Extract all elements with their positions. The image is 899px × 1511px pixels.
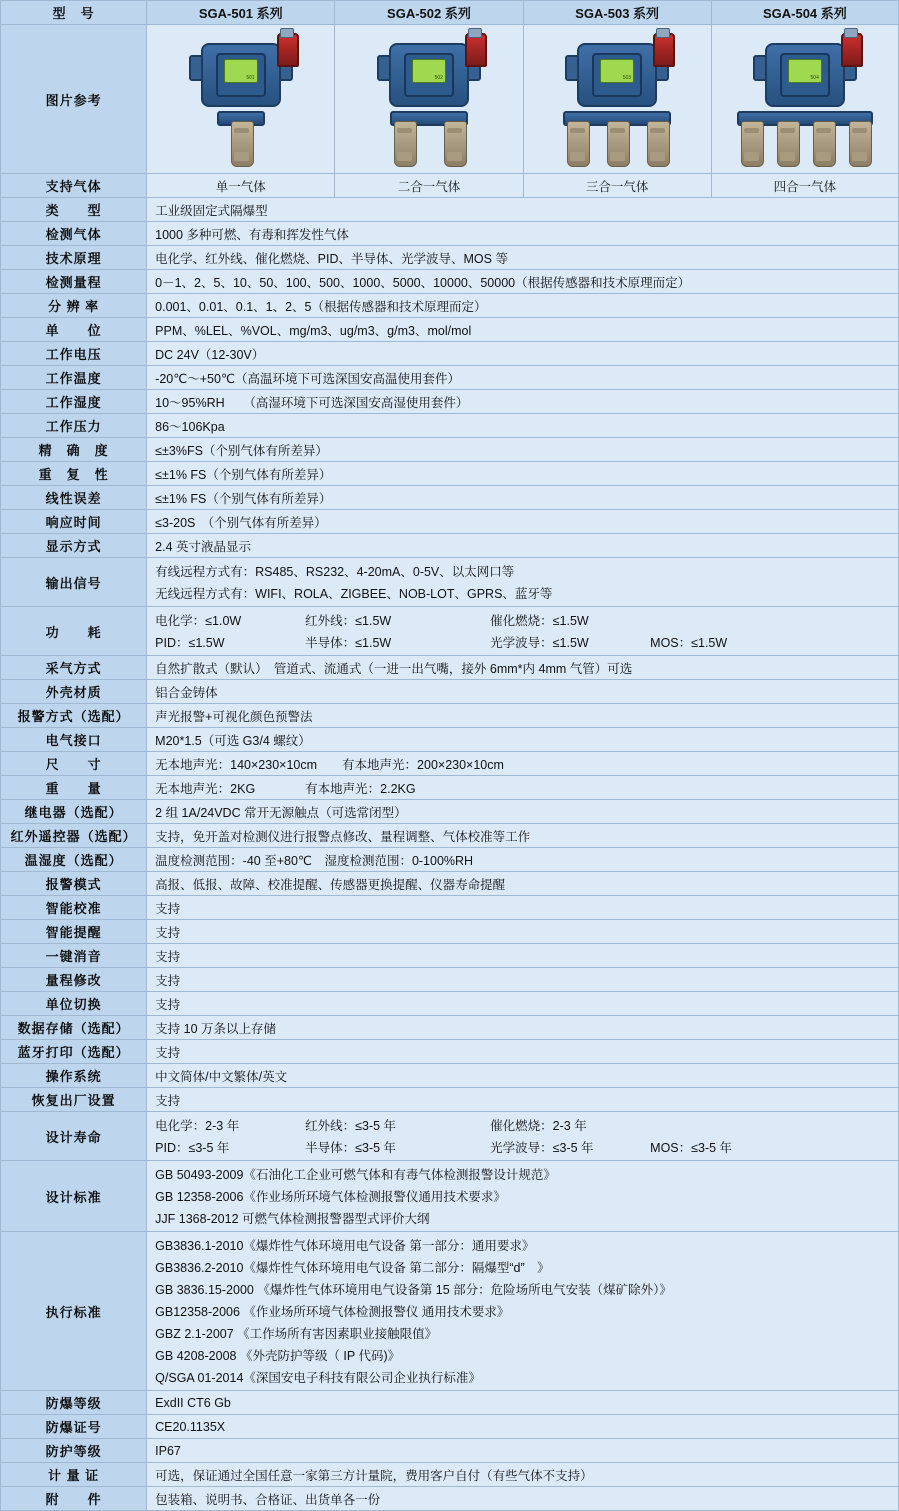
detector-display: 503	[600, 59, 634, 83]
row-value: ≤±3%FS（个别气体有所差异）	[147, 438, 899, 462]
model-header-4: SGA-504 系列	[711, 1, 898, 25]
table-row-spec	[1, 294, 899, 318]
row-label-gas-support: 支持气体	[1, 174, 147, 198]
row-label-design-life: 设计寿命	[1, 1112, 147, 1161]
life-item: PID：≤3-5 年	[155, 1141, 230, 1155]
row-label: 外壳材质	[1, 680, 147, 704]
row-label: 响应时间	[1, 510, 147, 534]
table-row-spec	[1, 462, 899, 486]
row-label: 继电器（选配）	[1, 800, 147, 824]
table-row-spec	[1, 1088, 899, 1112]
row-label: 技术原理	[1, 246, 147, 270]
row-value: 支持	[147, 1040, 899, 1064]
alarm-beacon-icon	[277, 33, 299, 67]
exec-standard-line: GBZ 2.1-2007 《工作场所有害因素职业接触限值》	[155, 1327, 438, 1341]
row-value: -20℃～+50℃（高温环境下可选深国安高温使用套件）	[147, 366, 899, 390]
row-label-power: 功 耗	[1, 607, 147, 656]
row-label: 单 位	[1, 318, 147, 342]
row-value: 工业级固定式隔爆型	[147, 198, 899, 222]
row-label: 工作电压	[1, 342, 147, 366]
row-label: 电气接口	[1, 728, 147, 752]
table-row-spec	[1, 246, 899, 270]
row-label: 温湿度（选配）	[1, 848, 147, 872]
device-image-2	[335, 25, 523, 174]
row-label: 报警模式	[1, 872, 147, 896]
row-value: 无本地声光：2KG 有本地声光：2.2KG	[147, 776, 899, 800]
design-standard-line: GB 12358-2006《作业场所环境气体检测报警仪通用技术要求》	[155, 1190, 506, 1204]
row-label: 精 确 度	[1, 438, 147, 462]
row-label: 一键消音	[1, 944, 147, 968]
gas-sensor-probe	[813, 121, 836, 167]
exec-standard-line: GB3836.1-2010《爆炸性气体环境用电气设备 第一部分：通用要求》	[155, 1239, 535, 1253]
design-standard-line: JJF 1368-2012 可燃气体检测报警器型式评价大纲	[155, 1212, 430, 1226]
row-value-design-life	[147, 1112, 899, 1161]
row-value: 包装箱、说明书、合格证、出货单各一份	[147, 1487, 899, 1511]
exec-standard-line: GB 3836.15-2000 《爆炸性气体环境用电气设备第 15 部分：危险场所电气安装（煤矿除外）》	[155, 1283, 672, 1297]
row-value: 温度检测范围：-40 至+80℃ 湿度检测范围：0-100%RH	[147, 848, 899, 872]
row-value-output-signal	[147, 558, 899, 607]
row-label: 蓝牙打印（选配）	[1, 1040, 147, 1064]
table-row-images	[1, 25, 899, 174]
row-label: 计 量 证	[1, 1463, 147, 1487]
table-row-spec	[1, 270, 899, 294]
gas-sensor-probe	[741, 121, 764, 167]
exec-standard-line: GB12358-2006 《作业场所环境气体检测报警仪 通用技术要求》	[155, 1305, 510, 1319]
table-row-spec	[1, 414, 899, 438]
table-row-spec	[1, 1391, 899, 1415]
row-value: 支持	[147, 968, 899, 992]
row-value: ≤±1% FS（个别气体有所差异）	[147, 462, 899, 486]
row-value-power	[147, 607, 899, 656]
row-value: 2 组 1A/24VDC 常开无源触点（可选常闭型）	[147, 800, 899, 824]
row-label-exec-standard: 执行标准	[1, 1232, 147, 1391]
design-standard-line: GB 50493-2009《石油化工企业可燃气体和有毒气体检测报警设计规范》	[155, 1168, 556, 1182]
row-label: 显示方式	[1, 534, 147, 558]
row-value: 可选，保证通过全国任意一家第三方计量院，费用客户自付（有些气体不支持）	[147, 1463, 899, 1487]
gas-sensor-probe	[777, 121, 800, 167]
row-label: 单位切换	[1, 992, 147, 1016]
row-label: 工作湿度	[1, 390, 147, 414]
table-row-spec	[1, 992, 899, 1016]
detector-display: 504	[788, 59, 822, 83]
row-value: 无本地声光：140×230×10cm 有本地声光：200×230×10cm	[147, 752, 899, 776]
row-label: 尺 寸	[1, 752, 147, 776]
output-signal-wireless: 无线远程方式有：WIFI、ROLA、ZIGBEE、NOB-LOT、GPRS、蓝牙等	[155, 587, 553, 601]
table-row-spec	[1, 944, 899, 968]
exec-standard-line: GB 4208-2008 《外壳防护等级（ IP 代码)》	[155, 1349, 401, 1363]
row-label-design-standard: 设计标准	[1, 1161, 147, 1232]
gas-sensor-probe	[647, 121, 670, 167]
gas-sensor-probe	[231, 121, 254, 167]
row-label-image: 图片参考	[1, 25, 147, 174]
table-row-spec	[1, 1016, 899, 1040]
output-signal-wired: 有线远程方式有：RS485、RS232、4-20mA、0-5V、以太网口等	[155, 565, 515, 579]
row-label: 恢复出厂设置	[1, 1088, 147, 1112]
row-value: 中文简体/中文繁体/英文	[147, 1064, 899, 1088]
table-row-spec	[1, 222, 899, 246]
table-row-exec-standard	[1, 1232, 899, 1391]
gas-sensor-probe	[394, 121, 417, 167]
table-row-spec	[1, 728, 899, 752]
life-item: 电化学：2-3 年	[155, 1119, 240, 1133]
gas-support-3: 三合一气体	[523, 174, 711, 198]
row-label: 重 复 性	[1, 462, 147, 486]
row-label: 报警方式（选配）	[1, 704, 147, 728]
model-header-2: SGA-502 系列	[335, 1, 523, 25]
row-value: 86～106Kpa	[147, 414, 899, 438]
life-item: 催化燃烧：2-3 年	[490, 1119, 587, 1133]
row-value: ExdII CT6 Gb	[147, 1391, 899, 1415]
row-label-model: 型 号	[1, 1, 147, 25]
gas-support-1: 单一气体	[147, 174, 335, 198]
table-row-spec	[1, 390, 899, 414]
table-row-spec	[1, 1439, 899, 1463]
row-label: 附 件	[1, 1487, 147, 1511]
row-label: 重 量	[1, 776, 147, 800]
power-item: 光学波导：≤1.5W	[490, 636, 589, 650]
device-image-4	[711, 25, 898, 174]
exec-standard-line: Q/SGA 01-2014《深国安电子科技有限公司企业执行标准》	[155, 1371, 481, 1385]
table-row-output-signal	[1, 558, 899, 607]
row-label: 防护等级	[1, 1439, 147, 1463]
table-row-spec	[1, 968, 899, 992]
detector-display: 501	[224, 59, 258, 83]
row-value: 1000 多种可燃、有毒和挥发性气体	[147, 222, 899, 246]
row-label: 数据存储（选配）	[1, 1016, 147, 1040]
table-row-spec	[1, 1064, 899, 1088]
gas-sensor-probe	[567, 121, 590, 167]
row-label: 检测气体	[1, 222, 147, 246]
row-label: 检测量程	[1, 270, 147, 294]
row-value: 10～95%RH （高湿环境下可选深国安高湿使用套件）	[147, 390, 899, 414]
table-row-spec	[1, 198, 899, 222]
table-row-spec	[1, 366, 899, 390]
row-value-design-standard	[147, 1161, 899, 1232]
power-item: PID：≤1.5W	[155, 636, 225, 650]
device-image-1	[147, 25, 335, 174]
row-value: DC 24V（12-30V）	[147, 342, 899, 366]
row-value: 0－1、2、5、10、50、100、500、1000、5000、10000、50000（根据传感器和技术原理而定）	[147, 270, 899, 294]
table-row-spec	[1, 656, 899, 680]
table-row-spec	[1, 800, 899, 824]
row-label: 防爆等级	[1, 1391, 147, 1415]
exec-standard-line: GB3836.2-2010《爆炸性气体环境用电气设备 第二部分：隔爆型“d” 》	[155, 1261, 550, 1275]
row-value-exec-standard	[147, 1232, 899, 1391]
row-label: 操作系统	[1, 1064, 147, 1088]
row-value: 支持	[147, 896, 899, 920]
gas-sensor-probe	[444, 121, 467, 167]
table-row-spec	[1, 776, 899, 800]
table-row-spec	[1, 920, 899, 944]
model-header-3: SGA-503 系列	[523, 1, 711, 25]
row-value: 支持	[147, 920, 899, 944]
row-value: 0.001、0.01、0.1、1、2、5（根据传感器和技术原理而定）	[147, 294, 899, 318]
alarm-beacon-icon	[465, 33, 487, 67]
row-label: 量程修改	[1, 968, 147, 992]
row-value: 支持 10 万条以上存储	[147, 1016, 899, 1040]
table-row-spec	[1, 318, 899, 342]
power-item: 红外线：≤1.5W	[305, 614, 392, 628]
table-row-spec	[1, 486, 899, 510]
life-line-1	[155, 1114, 894, 1136]
alarm-beacon-icon	[653, 33, 675, 67]
table-row-power	[1, 607, 899, 656]
table-row-spec	[1, 1463, 899, 1487]
row-label: 分 辨 率	[1, 294, 147, 318]
table-row-gas-support	[1, 174, 899, 198]
row-value: 支持，免开盖对检测仪进行报警点修改、量程调整、气体校准等工作	[147, 824, 899, 848]
table-row-model	[1, 1, 899, 25]
life-item: 光学波导：≤3-5 年	[490, 1141, 594, 1155]
table-row-spec	[1, 1487, 899, 1511]
row-label: 工作压力	[1, 414, 147, 438]
gas-sensor-probe	[607, 121, 630, 167]
row-value: M20*1.5（可选 G3/4 螺纹）	[147, 728, 899, 752]
alarm-beacon-icon	[841, 33, 863, 67]
row-value: 支持	[147, 992, 899, 1016]
gas-sensor-probe	[849, 121, 872, 167]
life-item: 红外线：≤3-5 年	[305, 1119, 397, 1133]
table-row-spec	[1, 680, 899, 704]
row-label: 防爆证号	[1, 1415, 147, 1439]
table-row-spec	[1, 534, 899, 558]
life-item: 半导体：≤3-5 年	[305, 1141, 397, 1155]
detector-display: 502	[412, 59, 446, 83]
row-value: IP67	[147, 1439, 899, 1463]
table-row-spec	[1, 752, 899, 776]
power-line-2	[155, 631, 894, 653]
row-value: ≤±1% FS（个别气体有所差异）	[147, 486, 899, 510]
row-label: 智能提醒	[1, 920, 147, 944]
row-value: 支持	[147, 1088, 899, 1112]
row-value: 高报、低报、故障、校准提醒、传感器更换提醒、仪器寿命提醒	[147, 872, 899, 896]
row-value: 电化学、红外线、催化燃烧、PID、半导体、光学波导、MOS 等	[147, 246, 899, 270]
table-row-spec	[1, 510, 899, 534]
table-row-spec	[1, 438, 899, 462]
row-value: 支持	[147, 944, 899, 968]
row-value: PPM、%LEL、%VOL、mg/m3、ug/m3、g/m3、mol/mol	[147, 318, 899, 342]
row-value: 铝合金铸体	[147, 680, 899, 704]
power-item: 电化学：≤1.0W	[155, 614, 242, 628]
row-value: 声光报警+可视化颜色预警法	[147, 704, 899, 728]
row-label: 采气方式	[1, 656, 147, 680]
row-label: 线性误差	[1, 486, 147, 510]
model-header-1: SGA-501 系列	[147, 1, 335, 25]
row-value: CE20.1135X	[147, 1415, 899, 1439]
row-label: 类 型	[1, 198, 147, 222]
table-row-spec	[1, 1415, 899, 1439]
row-label: 工作温度	[1, 366, 147, 390]
table-row-spec	[1, 824, 899, 848]
table-row-spec	[1, 848, 899, 872]
power-item: 催化燃烧：≤1.5W	[490, 614, 589, 628]
power-line-1	[155, 609, 894, 631]
row-label: 红外遥控器（选配）	[1, 824, 147, 848]
table-row-spec	[1, 342, 899, 366]
life-item: MOS：≤3-5 年	[650, 1141, 733, 1155]
power-item: 半导体：≤1.5W	[305, 636, 392, 650]
table-row-design-standard	[1, 1161, 899, 1232]
gas-support-2: 二合一气体	[335, 174, 523, 198]
row-label: 智能校准	[1, 896, 147, 920]
row-value: 自然扩散式（默认） 管道式、流通式（一进一出气嘴，接外 6mm*内 4mm 气管）可选	[147, 656, 899, 680]
table-row-spec	[1, 1040, 899, 1064]
row-label-output-signal: 输出信号	[1, 558, 147, 607]
table-row-spec	[1, 704, 899, 728]
table-row-design-life	[1, 1112, 899, 1161]
power-item: MOS：≤1.5W	[650, 636, 728, 650]
device-image-3	[523, 25, 711, 174]
row-value: ≤3-20S （个别气体有所差异）	[147, 510, 899, 534]
gas-support-4: 四合一气体	[711, 174, 898, 198]
table-row-spec	[1, 872, 899, 896]
table-row-spec	[1, 896, 899, 920]
row-value: 2.4 英寸液晶显示	[147, 534, 899, 558]
life-line-2	[155, 1136, 894, 1158]
